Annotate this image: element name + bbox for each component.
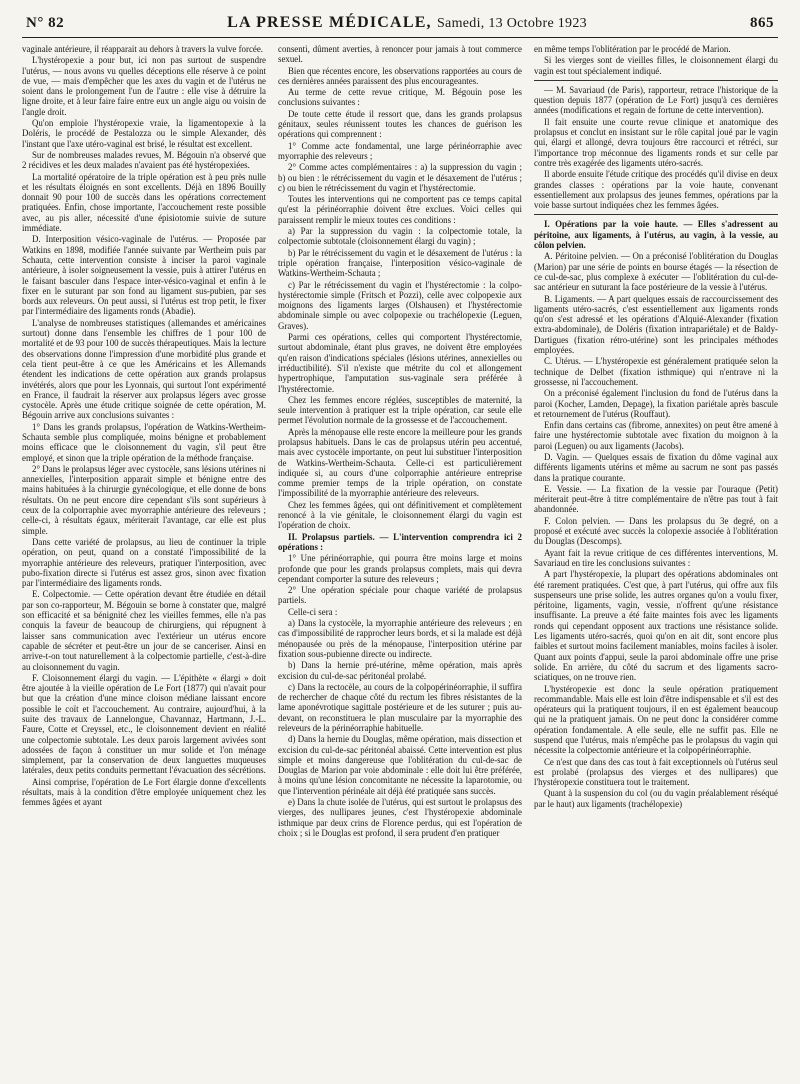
article-paragraph: 2° Comme actes complémentaires : a) la suppression du vagin ; b) ou bien : le rétrécissement du vagin et le désaxement de l'utérus ; c) ou bien le rétrécissement du vagin et l'hystérectomie. — [278, 162, 522, 193]
article-paragraph: b) Par le rétrécissement du vagin et le désaxement de l'utérus : la triple opération française, l'interposition vésico-vaginale de Watkins-Wertheim-Schauta ; — [278, 247, 522, 279]
article-paragraph: Toutes les interventions qui ne comportent pas ce temps capital qu'est la périnéorraphie doivent être exclues. Voici celles qui paraissent remplir le mieux toutes ces conditions : — [278, 194, 522, 225]
journal-title — [227, 14, 587, 32]
article-paragraph: Chez les femmes encore réglées, susceptibles de maternité, la seule intervention à pratiquer est la triple opération, car seule elle permet l'évolution normale de la grossesse et de l'accouchement. — [278, 394, 522, 426]
article-paragraph: 1° Dans les grands prolapsus, l'opération de Watkins-Wertheim-Schauta semble plus compliquée, moins bénigne et probablement moins efficace que le cloisonnement du vagin, s'il peut être employé, et sinon que la triple opération de la méthode française. — [22, 421, 266, 463]
article-paragraph: Qu'on emploie l'hystéropexie vraie, la ligamentopexie à la Doléris, le procédé de Pestalozza ou le simple Alexander, dès l'instant que l'axe utéro-vaginal est brisé, le résultat est excellent. — [22, 118, 266, 149]
section-divider — [534, 214, 778, 215]
article-paragraph: L'analyse de nombreuses statistiques (allemandes et américaines surtout) donne dans l'ensemble les chiffres de 1 pour 100 de mortalité et de 93 pour 100 de succès thérapeutiques. Mais la lecture des observations donne l'impression d'une morbidité plus grande et cela tient peut-être à ce que les Américains et les Allemands étendent les indications de cette opération aux grands prolapsus invétérés, alors que pour les Lyonnais, qui surtout l'ont expérimenté en France, il faudrait la réserver aux prolapsus légers avec grosse cystocèle. Après une étude critique soignée de cette opération, M. Bégouin arrive aux conclusions suivantes : — [22, 317, 266, 421]
article-paragraph: Enfin dans certains cas (fibrome, annexites) on peut être amené à faire une hystérectomie subtotale avec fixation du moignon à la paroi (Leguen) ou aux ligaments (Jacobs). — [534, 420, 778, 451]
article-paragraph: Ainsi comprise, l'opération de Le Fort élargie donne d'excellents résultats, mais à la condition d'être employée uniquement chez les femmes âgées et ayant — [22, 776, 266, 808]
article-paragraph: consenti, dûment averties, à renoncer pour jamais à tout commerce sexuel. — [278, 44, 522, 65]
article-paragraph: C. Utérus. — L'hystéropexie est généralement pratiquée selon la technique de Delbet (fixation isthmique) qui n'entrave ni la grossesse, ni l'accouchement. — [534, 356, 778, 387]
article-paragraph: Dans cette variété de prolapsus, au lieu de continuer la triple opération, on peut, quand on a constaté l'impossibilité de la myorraphie antérieure des releveurs, pratiquer l'interposition, avec pubo-fixation directe si l'utérus est assez gros, sinon avec fixation par l'intermédiaire des ligaments ronds. — [22, 536, 266, 589]
article-paragraph: Celle-ci sera : — [288, 606, 338, 617]
article-paragraph: B. Ligaments. — A part quelques essais de raccourcissement des ligaments utéro-sacrés, c'est essentiellement aux ligaments ronds qu'on s'est adressé et les opérations d'Alquié-Alexander (fixation extra-abdominale), de Doléris (fixation intrapariétale) et de Baldy-Dartigues (fixation rétro-utérine) sont les principales méthodes employées. — [534, 293, 778, 356]
article-paragraph: A. Péritoine pelvien. — On a préconisé l'oblitération du Douglas (Marion) par une série de points en bourse étagés — la résection de ce cul-de-sac, plus complexe à exécuter — l'oblitération du cul-de-sac antérieur en suturant la face postérieure de la vessie à l'utérus. — [534, 251, 778, 293]
article-paragraph: F. Colon pelvien. — Dans les prolapsus du 3e degré, on a proposé et exécuté avec succès la colopexie associée à l'oblitération du Douglas (Descomps). — [534, 515, 778, 547]
article-paragraph: a) Dans la cystocèle, la myorraphie antérieure des releveurs ; en cas d'impossibilité de rapprocher leurs bords, et si la malade est déjà ménopausée ou près de la ménopause, l'interposition utérine par fixation sous-pubienne directe ou indirecte. — [278, 618, 522, 659]
article-paragraph: La mortalité opératoire de la triple opération est à peu près nulle et les résultats éloignés en sont excellents. Déjà en 1896 Bouilly donnait 90 pour 100 de succès dans les opérations correctement pratiquées. Enfin, chose importante, l'accouchement reste possible avec, au pis aller, nécessité d'une épisiotomie suivie de suture immédiate. — [22, 171, 266, 234]
article-paragraph: F. Cloisonnement élargi du vagin. — L'épithète « élargi » doit être ajoutée à la vieille opération de Le Fort (1877) qui n'avait pour but que la création d'une mince cloison médiane laissant encore possible le coït et l'accouchement. Au contraire, aujourd'hui, à la suite des travaux de Lannelongue, Chavannaz, Hartmann, J.-L. Faure, Cotte et Creyssel, etc., le cloisonnement devient en réalité une colpectomie subtotale. Les deux parois largement avivées sont adossées de façon à constituer un mur solide et l'on ménage simplement, par la conservation de deux languettes muqueuses latérales, deux petits conduits permettant l'évacuation des sécrétions. — [22, 672, 266, 776]
article-paragraph: A part l'hystéropexie, la plupart des opérations abdominales ont été rarement pratiquées. C'est que, à part l'utérus, qui offre aux fils suspenseurs une prise solide, les autres organes qu'on a voulu fixer, péritoine, ligaments, vagin, vessie, n'offrent qu'une résistance insuffisante. La preuve a été faite maintes fois avec les ligaments ronds qui cependant opposent aux tractions une résistance solide. Les ligaments utéro-sacrés, quoi qu'on en ait dit, sont encore plus faibles et surtout moins facilement maniables, moins faciles à isoler. Quant aux points d'appui, seule la paroi abdominale offre une prise solide. En arrière, du côté du sacrum et des ligaments sacro-sciatiques, on ne trouve rien. — [534, 569, 778, 683]
article-paragraph: De toute cette étude il ressort que, dans les grands prolapsus génitaux, seules réunissent toutes les chances de guérison les opérations qui comprennent : — [278, 108, 522, 140]
article-paragraph: e) Dans la chute isolée de l'utérus, qui est surtout le prolapsus des vierges, des nullipares jeunes, c'est l'hystéropexie abdominale isthmique par deux crins de Florence perdus, qui est l'opération de choix ; si le Douglas est profond, il sera prudent d'en pratiquer — [278, 797, 522, 838]
article-paragraph: 1° Comme acte fondamental, une large périnéorraphie avec myorraphie des releveurs ; — [278, 140, 522, 161]
article-paragraph: 2° Dans le prolapsus léger avec cystocèle, sans lésions utérines ni annexielles, l'interposition apparait simple et bénigne entre des mains habituées à la chirurgie gynécologique, et elle donne de bons résultats. On ne peut encore dire cependant s'ils sont supérieurs à ceux de la colporraphie avec myorraphie antérieure des releveurs ; celle-ci, à résultats égaux, mériterait l'avantage, car elle est plus simple. — [22, 463, 266, 536]
page-number: 865 — [750, 15, 774, 31]
journal-name: LA PRESSE MÉDICALE, — [227, 14, 432, 31]
article-paragraph: Si les vierges sont de vieilles filles, le cloisonnement élargi du vagin est tout spécialement indiqué. — [534, 55, 778, 76]
article-paragraph: vaginale antérieure, il réapparait au dehors à travers la vulve forcée. — [22, 44, 263, 54]
article-paragraph: — M. Savariaud (de Paris), rapporteur, retrace l'historique de la question depuis 1877 (opération de Le Fort) jusqu'à ces dernières années (modifications et regain de fortune de cette intervention). — [534, 84, 778, 116]
text-columns — [22, 44, 778, 1084]
article-paragraph: On a préconisé également l'inclusion du fond de l'utérus dans la paroi (Kocher, Lamden, Depage), la fixation pariétale après bascule et retournement de l'utérus (Rouffaut). — [534, 388, 778, 419]
section-heading-paragraph: I. Opérations par la voie haute. — Elles s'adressent au péritoine, aux ligaments, à l'utérus, au vagin, à la vessie, au côlon pelvien. — [534, 219, 778, 251]
article-paragraph: E. Colpectomie. — Cette opération devant être étudiée en détail par son co-rapporteur, M. Bégouin se borne à constater que, malgré son efficacité et sa bénignité chez les vieilles femmes, elle n'a pas conquis la faveur de beaucoup de chirurgiens, qui répugnent à laisser sans communication avec l'extérieur un utérus encore capable de sécréter et peut-être un jour de se canceriser. Ainsi en arrive-t-on tout naturellement à la colpectomie partielle, c'est-à-dire au cloisonnement du vagin. — [22, 589, 266, 672]
article-paragraph: Quant à la suspension du col (ou du vagin préalablement réséqué par le haut) aux ligaments (trachélopexie) — [534, 788, 778, 809]
article-paragraph: L'hystéropexie a pour but, ici non pas surtout de suspendre l'utérus, — nous avons vu quelles déceptions elle réserve à ce point de vue, — mais d'empêcher que les axes du vagin et de l'utérus ne soient dans le prolongement l'un de l'autre : elle vise à détruire la ligne droite, et à leur faire faire entre eux un angle aigu ou voisin de l'angle droit. — [22, 55, 266, 117]
article-paragraph: L'hystéropexie est donc la seule opération pratiquement recommandable. Mais elle est loin d'être indispensable et s'il est des opérateurs qui la pratiquent toujours, il en est également beaucoup qui ne la pratiquent jamais. On ne peut donc la considérer comme opération fondamentale. A elle seule, elle ne suffit pas. Elle ne suspend que l'utérus, mais n'empêche pas le prolapsus du vagin qui nécessite la colpectomie antérieure et la colpopérinéorraphie. — [534, 683, 778, 756]
article-paragraph: Il aborde ensuite l'étude critique des procédés qu'il divise en deux grandes classes : opérations par la voie haute, convenant essentiellement aux prolapsus des jeunes femmes, opérations par la voie basse surtout indiquées chez les femmes âgées. — [534, 169, 778, 211]
section-divider — [534, 80, 778, 81]
article-paragraph: D. Interposition vésico-vaginale de l'utérus. — Proposée par Watkins en 1898, modifiée l'année suivante par Wertheim puis par Schauta, cette intervention consiste à inciser la paroi vaginale antérieure, à isoler soigneusement la vessie, puis à attirer l'utérus en le faisant basculer dans l'espace inter-vésico-vaginal et enfin à le fixer en le suturant par son fond au ligament sus-pubien, par ses bords aux releveurs. On peut aussi, si l'utérus est trop petit, le fixer par l'intermédiaire des ligaments ronds (Abadie). — [22, 234, 266, 317]
article-paragraph: c) Par le rétrécissement du vagin et l'hystérectomie : la colpo-hystérectomie simple (Fritsch et Pozzi), celle avec colpopexie aux moignons des ligaments larges (Olshausen) et l'hystérectomie abdominale simple ou avec colpopexie ou trachélopexie (Leguen, Graves). — [278, 279, 522, 331]
article-paragraph: b) Dans la hernie pré-utérine, même opération, mais après excision du cul-de-sac péritonéal prolabé. — [278, 660, 522, 681]
article-paragraph: D. Vagin. — Quelques essais de fixation du dôme vaginal aux différents ligaments utérins et même au sacrum ne sont pas passés dans la pratique courante. — [534, 451, 778, 483]
article-paragraph: Chez les femmes âgées, qui ont définitivement et complètement renoncé à la vie génitale, le cloisonnement élargi du vagin est l'opération de choix. — [278, 499, 522, 531]
column-right — [534, 44, 778, 1084]
article-paragraph: Au terme de cette revue critique, M. Bégouin pose les conclusions suivantes : — [278, 87, 522, 108]
article-paragraph: Sur de nombreuses malades revues, M. Bégouin n'a observé que 2 récidives et les deux malades n'avaient pas été hystéropexiées. — [22, 149, 266, 171]
article-paragraph: 1° Une périnéorraphie, qui pourra être moins large et moins profonde que pour les grands prolapsus complets, mais qui devra cependant comporter la suture des releveurs ; — [278, 553, 522, 584]
article-paragraph: E. Vessie. — La fixation de la vessie par l'ouraque (Petit) mériterait peut-être à titre complémentaire de n'être pas tout à fait abandonnée. — [534, 483, 778, 515]
article-paragraph: Il fait ensuite une courte revue clinique et anatomique des prolapsus et conclut en insistant sur le rôle capital joué par le vagin qui, élargi et allongé, devra toujours être raccourci et rétréci, sur l'importance trop méconnue des ligaments ronds et sur celle par contre très exagérée des ligaments utéro-sacrés. — [534, 116, 778, 168]
article-paragraph: Parmi ces opérations, celles qui comportent l'hystérectomie, surtout abdominale, étant plus graves, ne doivent être employées qu'en raison d'indications spéciales (lésions utérines, annexielles ou irréductibilité). S'il n'existe que métrite du col et allongement hypertrophique, l'amputation sus-vaginale sera préférée à l'hystérectomie. — [278, 332, 522, 394]
section-heading-paragraph: II. Prolapsus partiels. — L'intervention comprendra ici 2 opérations : — [278, 531, 522, 552]
page-header — [22, 10, 778, 38]
article-paragraph: a) Par la suppression du vagin : la colpectomie totale, la colpectomie subtotale (cloisonnement élargi du vagin) ; — [278, 226, 522, 247]
article-paragraph: Après la ménopause elle reste encore la meilleure pour les grands prolapsus habituels. Dans le cas de prolapsus utérin peu accentué, mais avec cystocèle importante, on peut lui substituer l'interposition de Watkins-Wertheim-Schauta. Celle-ci est particulièrement indiquée si, au cours d'une colporraphie antérieure entreprise comme premier temps de la triple opération, on constate l'impossibilité de la myorraphie antérieure des releveurs. — [278, 426, 522, 499]
column-middle — [278, 44, 522, 1084]
article-paragraph: d) Dans la hernie du Douglas, même opération, mais dissection et excision du cul-de-sac péritonéal abaissé. Cette intervention est plus simple et moins dangereuse que l'oblitération du cul-de-sac de Douglas de Marion par voie abdominale : elle doit lui être préférée, à moins qu'une lésion concomitante ne nécessite la laparotomie, ou que l'intervention périnéale ait déjà été pratiquée sans succès. — [278, 734, 522, 796]
issue-date: Samedi, 13 Octobre 1923 — [436, 16, 587, 31]
column-left — [22, 44, 266, 1084]
article-paragraph: Ayant fait la revue critique de ces différentes interventions, M. Savariaud en tire les conclusions suivantes : — [534, 547, 778, 568]
article-paragraph: Bien que récentes encore, les observations rapportées au cours de ces dernières années paraissent des plus encourageantes. — [278, 65, 522, 86]
article-paragraph: c) Dans la rectocèle, au cours de la colpopérinéorraphie, il suffira de rechercher de chaque côté du rectum les fibres résistantes de la lame aponévrotique sagittale postérieure et de les suturer ; puis au-devant, on reconstituera le plan musculaire par la myorraphie des releveurs de la périnéorraphie habituelle. — [278, 681, 522, 733]
article-paragraph: 2° Une opération spéciale pour chaque variété de prolapsus partiels. — [278, 585, 522, 606]
article-paragraph: Ce n'est que dans des cas tout à fait exceptionnels où l'utérus seul est prolabé (prolapsus des vierges et des nullipares) que l'hystéropexie constituera tout le traitement. — [534, 756, 778, 788]
issue-number: N° 82 — [26, 15, 65, 31]
article-paragraph: en même temps l'oblitération par le procédé de Marion. — [534, 44, 731, 54]
